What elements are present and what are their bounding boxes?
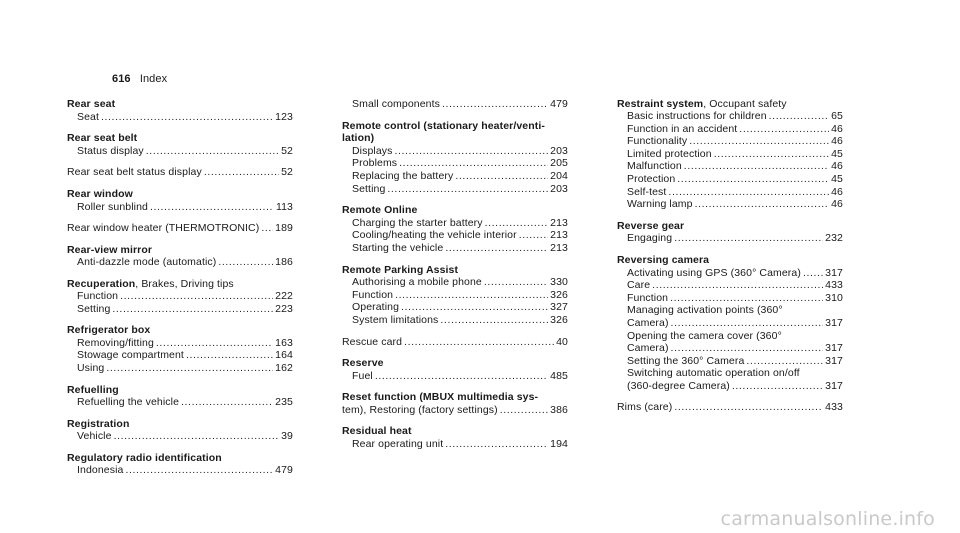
dot-leader	[440, 314, 548, 327]
dot-leader	[677, 173, 829, 186]
dot-leader	[500, 404, 548, 417]
dot-leader	[668, 186, 829, 199]
index-entry-title	[67, 222, 293, 235]
dot-leader	[455, 170, 548, 183]
index-subentries	[342, 438, 568, 451]
index-line	[352, 289, 568, 302]
index-subentries	[342, 217, 568, 255]
index-line-text: System limitations	[352, 313, 439, 326]
index-entry	[67, 132, 293, 157]
dot-leader	[101, 111, 273, 124]
page-reference[interactable]: 386	[550, 403, 568, 416]
entry-spacer	[342, 111, 568, 120]
index-subentries	[67, 464, 293, 477]
index-entry-title: Rear-view mirror	[67, 243, 153, 256]
index-entry	[67, 452, 293, 477]
page-reference[interactable]: 203	[550, 144, 568, 157]
dot-leader	[670, 292, 823, 305]
index-line	[77, 464, 293, 477]
index-entry	[67, 98, 293, 123]
page-reference[interactable]: 433	[825, 279, 843, 292]
index-entry	[342, 98, 568, 111]
entry-spacer	[342, 348, 568, 357]
dot-leader	[181, 396, 273, 409]
index-subentries	[342, 370, 568, 383]
dot-leader	[125, 464, 273, 477]
dot-leader	[484, 276, 548, 289]
index-line-text: Camera)	[627, 316, 669, 329]
page-reference[interactable]: 479	[550, 98, 568, 110]
index-line	[352, 242, 568, 255]
index-line	[77, 303, 293, 316]
index-line-text: Function in an accident	[627, 122, 738, 135]
index-line-text: Roller sunblind	[77, 200, 148, 213]
index-line-text: Cooling/heating the vehicle interior	[352, 229, 517, 242]
index-line-text: Removing/fitting	[77, 336, 154, 349]
index-line	[77, 396, 293, 409]
page-reference[interactable]: 204	[550, 169, 568, 182]
page-reference[interactable]: 213	[550, 216, 568, 229]
index-line-text: Care	[627, 279, 651, 292]
entry-spacer	[342, 382, 568, 391]
page-header	[112, 73, 167, 85]
index-line: Opening the camera cover (360°	[627, 329, 782, 342]
index-entry-title: Reverse gear	[617, 219, 685, 232]
index-entry-title: Reserve	[342, 357, 384, 370]
index-entry-title-cont	[342, 404, 568, 417]
entry-spacer	[67, 213, 293, 222]
entry-spacer	[67, 315, 293, 324]
index-subentries	[342, 98, 568, 111]
index-line	[627, 380, 843, 393]
dot-leader	[739, 123, 829, 136]
page-reference[interactable]: 40	[556, 335, 568, 348]
index-entry	[617, 220, 843, 245]
index-subentries	[617, 110, 843, 211]
index-line-text: Small components	[352, 98, 440, 110]
dot-leader	[671, 342, 824, 355]
page-reference[interactable]: 235	[275, 396, 293, 409]
index-line-text: Authorising a mobile phone	[352, 276, 482, 289]
index-line	[627, 110, 843, 123]
index-line	[77, 145, 293, 158]
index-entry	[67, 418, 293, 443]
index-entry-title: Remote control (stationary heater/venti-	[342, 119, 545, 132]
page-reference[interactable]: 213	[550, 229, 568, 242]
page-reference[interactable]: 485	[550, 369, 568, 382]
index-line-text: Problems	[352, 157, 398, 170]
index-entry-title: Rear window	[67, 187, 133, 200]
index-line-text: Malfunction	[627, 160, 682, 173]
index-subentries	[67, 111, 293, 124]
index-entry-title-text: Recuperation	[67, 277, 136, 290]
index-subentries	[67, 201, 293, 214]
index-subentries	[67, 256, 293, 269]
entry-spacer	[617, 392, 843, 401]
index-line-text: Engaging	[627, 232, 673, 245]
index-line-text: Charging the starter battery	[352, 216, 483, 229]
index-line	[77, 256, 293, 269]
page-reference[interactable]: 213	[550, 241, 568, 254]
entry-spacer	[67, 123, 293, 132]
index-entry-title: Remote Parking Assist	[342, 263, 459, 276]
index-entry	[342, 264, 568, 327]
dot-leader	[674, 401, 823, 414]
index-entry-title-text: tem)	[342, 403, 364, 416]
index-entry-title: Reset function (MBUX multimedia sys-	[342, 391, 539, 404]
index-line	[77, 337, 293, 350]
entry-spacer	[67, 375, 293, 384]
index-entry-title: Reversing camera	[617, 253, 710, 266]
page-reference[interactable]: 45	[831, 147, 843, 160]
index-subentries	[67, 145, 293, 158]
index-line	[352, 229, 568, 242]
index-entry-see-also: , Brakes, Driving tips	[135, 277, 234, 290]
index-line-text: Setting	[77, 302, 111, 315]
page-number: 616	[112, 73, 131, 85]
dot-leader	[146, 145, 279, 158]
index-line	[627, 198, 843, 211]
index-line-text: Protection	[627, 172, 676, 185]
page-reference[interactable]: 317	[825, 354, 843, 367]
index-line	[627, 160, 843, 173]
section-name: Index	[139, 73, 168, 85]
entry-spacer	[67, 409, 293, 418]
index-line	[627, 148, 843, 161]
index-line-text: Warning lamp	[627, 198, 693, 211]
index-line-text: Starting the vehicle	[352, 241, 444, 254]
page-reference[interactable]: 330	[550, 276, 568, 289]
dot-leader	[442, 98, 548, 111]
index-line-text: Vehicle	[77, 430, 112, 443]
page-reference[interactable]: 52	[281, 166, 293, 179]
index-line-text: Using	[77, 361, 105, 374]
page-reference[interactable]: 317	[825, 379, 843, 392]
index-entry	[342, 204, 568, 254]
index-line	[77, 290, 293, 303]
dot-leader	[112, 303, 273, 316]
index-entry-title	[617, 401, 843, 414]
page-reference[interactable]: 479	[275, 464, 293, 477]
index-line	[77, 201, 293, 214]
index-line	[352, 370, 568, 383]
index-line-text: Setting	[352, 182, 386, 195]
index-line-text: Fuel	[352, 369, 373, 382]
index-line-text: Status display	[77, 144, 144, 157]
dot-leader	[746, 355, 823, 368]
index-subentries	[67, 290, 293, 315]
index-line-text: Setting the 360° Camera	[627, 354, 745, 367]
page-reference[interactable]: 123	[275, 110, 293, 123]
index-subentries	[67, 430, 293, 443]
dot-leader	[156, 337, 273, 350]
index-line	[352, 276, 568, 289]
dot-leader	[218, 256, 273, 269]
index-line-text: Refuelling the vehicle	[77, 396, 180, 409]
dot-leader	[186, 349, 273, 362]
entry-spacer	[342, 255, 568, 264]
dot-leader	[261, 222, 273, 235]
page-reference[interactable]: 232	[825, 232, 843, 245]
dot-leader	[404, 336, 554, 349]
index-subentries	[67, 396, 293, 409]
index-line	[352, 314, 568, 327]
index-line-text: Rims (care)	[617, 401, 673, 414]
page-reference[interactable]: 326	[550, 288, 568, 301]
index-line-text: Indonesia	[77, 464, 124, 477]
index-entry	[342, 120, 568, 196]
entry-spacer	[342, 416, 568, 425]
entry-spacer	[342, 195, 568, 204]
index-entry	[617, 98, 843, 211]
index-line	[627, 279, 843, 292]
dot-leader	[695, 198, 830, 211]
page-reference[interactable]: 327	[550, 301, 568, 314]
dot-leader	[445, 242, 548, 255]
index-entry-title: Remote Online	[342, 204, 418, 217]
index-entry	[342, 391, 568, 416]
index-entry	[342, 425, 568, 450]
dot-leader	[674, 232, 823, 245]
index-line	[352, 301, 568, 314]
index-entry	[67, 222, 293, 235]
dot-leader	[399, 157, 548, 170]
index-line-text: Functionality	[627, 135, 688, 148]
page-reference[interactable]: 65	[831, 110, 843, 122]
index-line	[352, 98, 568, 111]
page-reference[interactable]: 163	[275, 336, 293, 349]
dot-leader	[375, 370, 548, 383]
dot-leader	[150, 201, 274, 214]
page-reference[interactable]: 222	[275, 289, 293, 302]
index-entry-title: Rear seat	[67, 98, 116, 110]
dot-leader	[114, 430, 280, 443]
index-line-text: Rescue card	[342, 335, 403, 348]
index-line-text: Replacing the battery	[352, 169, 454, 182]
index-entry-title-cont: lation)	[342, 132, 375, 145]
watermark: carmanualsonline.info	[720, 508, 935, 530]
index-line	[627, 342, 843, 355]
index-subentries	[67, 337, 293, 375]
page-reference[interactable]: 433	[825, 401, 843, 414]
index-line-text: Activating using GPS (360° Camera)	[627, 266, 801, 279]
entry-spacer	[67, 179, 293, 188]
page-reference[interactable]: 113	[275, 200, 293, 213]
dot-leader	[714, 148, 829, 161]
page-reference[interactable]: 162	[275, 361, 293, 374]
dot-leader	[519, 229, 548, 242]
index-line	[352, 183, 568, 196]
index-entry	[342, 336, 568, 349]
index-entry-title	[617, 98, 843, 110]
index-line	[627, 135, 843, 148]
index-subentries	[342, 145, 568, 195]
page-reference[interactable]: 194	[550, 438, 568, 451]
index-line-text: Function	[627, 291, 669, 304]
index-entry-title: Regulatory radio identification	[67, 451, 222, 464]
index-column-2	[342, 98, 568, 451]
index-line	[627, 317, 843, 330]
dot-leader	[689, 135, 829, 148]
dot-leader	[485, 217, 549, 230]
entry-spacer	[67, 157, 293, 166]
page-reference[interactable]: 46	[831, 122, 843, 135]
index-line-text: Rear operating unit	[352, 438, 444, 451]
dot-leader	[671, 317, 824, 330]
dot-leader	[684, 160, 829, 173]
page-reference[interactable]: 46	[831, 135, 843, 148]
index-line-text: Self-test	[627, 185, 667, 198]
index-line	[627, 186, 843, 199]
page-reference[interactable]: 186	[275, 256, 293, 269]
index-entry	[67, 278, 293, 315]
dot-leader	[401, 301, 548, 314]
index-line-text: Function	[352, 288, 394, 301]
index-line	[77, 111, 293, 124]
index-line-text: Anti-dazzle mode (automatic)	[77, 256, 217, 269]
page-reference[interactable]: 317	[825, 266, 843, 279]
entry-spacer	[67, 235, 293, 244]
index-entry-title-text: Restraint system	[617, 98, 704, 110]
index-entry	[67, 166, 293, 179]
dot-leader	[120, 290, 273, 303]
index-line-text: Displays	[352, 144, 393, 157]
index-line-text: (360-degree Camera)	[627, 379, 730, 392]
index-line-text: Rear seat belt status display	[67, 166, 202, 179]
index-subentries	[617, 232, 843, 245]
index-line-text: Seat	[77, 110, 99, 123]
dot-leader	[732, 380, 823, 393]
index-entry	[67, 324, 293, 374]
index-line	[352, 145, 568, 158]
page-reference[interactable]: 326	[550, 313, 568, 326]
page-reference[interactable]: 203	[550, 182, 568, 195]
index-column-1	[67, 98, 293, 477]
index-line	[627, 123, 843, 136]
index-entry-title: Registration	[67, 417, 130, 430]
index-entry	[67, 188, 293, 213]
index-entry-title	[67, 278, 293, 290]
page-reference[interactable]: 223	[275, 302, 293, 315]
dot-leader	[652, 279, 823, 292]
index-line	[352, 170, 568, 183]
index-entry	[617, 401, 843, 414]
index-line	[352, 157, 568, 170]
index-line	[77, 362, 293, 375]
index-entry	[67, 244, 293, 269]
index-line-text: Stowage compartment	[77, 349, 184, 362]
index-line	[627, 292, 843, 305]
page-reference[interactable]: 39	[281, 430, 293, 443]
entry-spacer	[342, 327, 568, 336]
index-line-text: Basic instructions for children	[627, 110, 767, 122]
index-subentries	[617, 267, 843, 393]
entry-spacer	[67, 443, 293, 452]
index-entry-title: Refrigerator box	[67, 324, 151, 337]
index-entry	[617, 254, 843, 393]
index-line	[77, 430, 293, 443]
index-entry-title: Residual heat	[342, 425, 412, 438]
page-reference[interactable]: 205	[550, 157, 568, 170]
index-entry-title: Rear seat belt	[67, 132, 138, 145]
index-column-3	[617, 98, 843, 414]
dot-leader	[387, 183, 548, 196]
index-line-text: Rear window heater (THERMOTRONIC)	[67, 222, 260, 235]
index-line-text: Limited protection	[627, 147, 712, 160]
dot-leader	[769, 110, 829, 123]
index-entry-see-also: , Restoring (factory settings)	[363, 403, 498, 416]
page-reference[interactable]: 310	[825, 291, 843, 304]
index-line	[627, 267, 843, 280]
page-reference[interactable]: 317	[825, 342, 843, 355]
page-reference[interactable]: 189	[275, 222, 293, 235]
index-line	[627, 232, 843, 245]
index-subentries	[342, 276, 568, 326]
index-entry-title	[342, 336, 568, 349]
page-reference[interactable]: 317	[825, 316, 843, 329]
index-line: Switching automatic operation on/off	[627, 367, 800, 380]
index-entry-title: Refuelling	[67, 383, 119, 396]
index-entry-title	[67, 166, 293, 179]
index-line	[352, 217, 568, 230]
index-entry	[342, 357, 568, 382]
entry-spacer	[617, 211, 843, 220]
index-line	[352, 438, 568, 451]
dot-leader	[394, 145, 548, 158]
page-reference[interactable]: 164	[275, 349, 293, 362]
index-line-text: Operating	[352, 301, 400, 314]
page-reference[interactable]: 46	[831, 160, 843, 173]
index-entry-see-also: , Occupant safety	[703, 98, 787, 110]
entry-spacer	[617, 245, 843, 254]
index-line	[627, 355, 843, 368]
dot-leader	[106, 362, 273, 375]
index-line	[627, 173, 843, 186]
index-line: Managing activation points (360°	[627, 304, 783, 317]
index-entry	[67, 384, 293, 409]
page-reference[interactable]: 46	[831, 198, 843, 211]
dot-leader	[395, 289, 548, 302]
dot-leader	[445, 438, 548, 451]
index-line	[77, 349, 293, 362]
dot-leader	[803, 267, 823, 280]
page-reference[interactable]: 45	[831, 172, 843, 185]
page-reference[interactable]: 46	[831, 185, 843, 198]
page-reference[interactable]: 52	[281, 144, 293, 157]
index-line-text: Camera)	[627, 342, 669, 355]
entry-spacer	[67, 269, 293, 278]
dot-leader	[204, 166, 279, 179]
index-line-text: Function	[77, 289, 119, 302]
